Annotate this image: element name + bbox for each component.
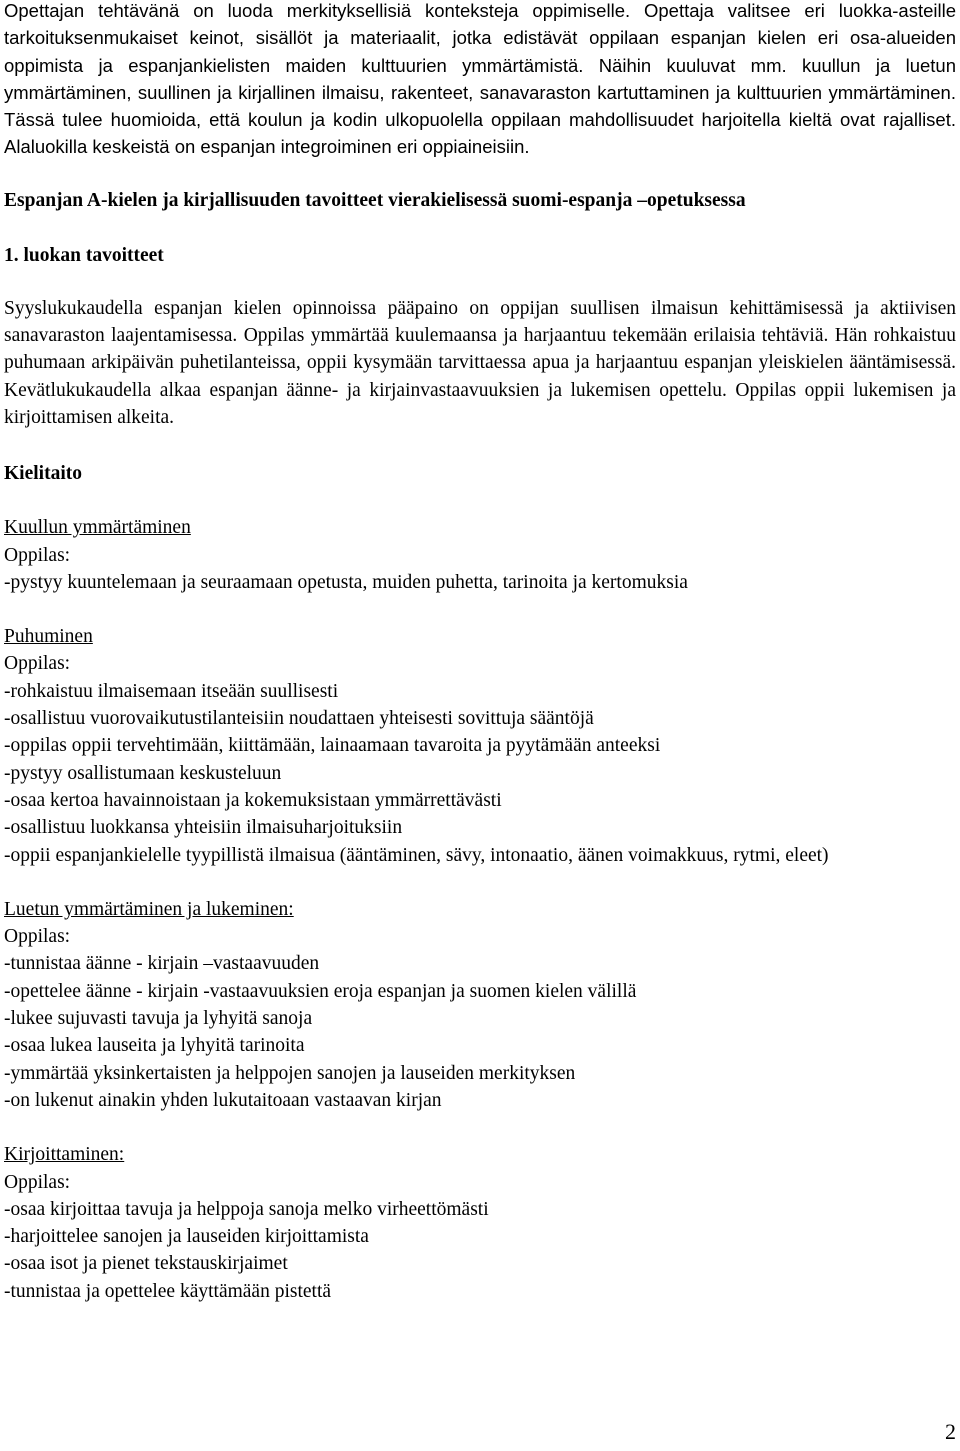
list-item: -tunnistaa äänne - kirjain –vastaavuuden bbox=[4, 953, 320, 975]
section-title: Kirjoittaminen: bbox=[4, 1144, 125, 1166]
section-subject: Oppilas: bbox=[4, 1171, 71, 1193]
list-item: -ymmärtää yksinkertaisten ja helppojen sanojen ja lauseiden merkityksen bbox=[4, 1062, 576, 1084]
intro-paragraph: Opettajan tehtävänä on luoda merkityksellisiä konteksteja oppimiselle. Opettaja valitsee eri luokka-asteille tarkoituksenmukaiset keinot, sisällöt ja materiaalit, jotka edistävät oppilaan espanjan kielen eri osa-alueiden oppimista ja espanjankielisten maiden kulttuurien ymmärtämistä. Näihin kuuluvat mm. kuullun ja luetun ymmärtäminen, suullinen ja kirjallinen ilmaisu, rakenteet, sanavaraston kartuttaminen ja kulttuurien ymmärtäminen. Tässä tulee huomioida, että koulun ja kodin ulkopuolella oppilaan mahdollisuudet harjoitella kieltä ovat rajalliset. Alaluokilla keskeistä on espanjan integroiminen eri oppiaineisiin. bbox=[4, 0, 956, 158]
list-item: -on lukenut ainakin yhden lukutaitoaan vastaavan kirjan bbox=[4, 1089, 442, 1111]
document-page bbox=[4, 0, 956, 1305]
list-item: -oppii espanjankielelle tyypillistä ilmaisua (ääntäminen, sävy, intonaatio, äänen voimakkuus, rytmi, eleet) bbox=[4, 844, 829, 866]
section-title: Luetun ymmärtäminen ja lukeminen: bbox=[4, 898, 294, 920]
list-item: -osaa isot ja pienet tekstauskirjaimet bbox=[4, 1253, 288, 1275]
section-subject: Oppilas: bbox=[4, 926, 71, 948]
section-puhuminen bbox=[4, 623, 956, 869]
section-subject: Oppilas: bbox=[4, 544, 71, 566]
section-subject: Oppilas: bbox=[4, 653, 71, 675]
section-title: Kuullun ymmärtäminen bbox=[4, 517, 191, 539]
grade-heading: 1. luokan tavoitteet bbox=[4, 244, 164, 266]
list-item: -osaa kertoa havainnoistaan ja kokemuksistaan ymmärrettävästi bbox=[4, 789, 502, 811]
grade-paragraph: Syyslukukaudella espanjan kielen opinnoissa pääpaino on oppijan suullisen ilmaisun kehittämisessä ja aktiivisen sanavaraston laajentamisessa. Oppilas ymmärtää kuulemaansa ja harjaantuu tekemään erilaisia tehtäviä. Hän rohkaistuu puhumaan arkipäivän puhetilanteissa, oppii kysymään tarvittaessa apua ja harjaantuu espanjan yleiskielen ääntämisessä. Kevätlukukaudella alkaa espanjan äänne- ja kirjainvastaavuuksien ja lukemisen opettelu. Oppilas oppii lukemisen ja kirjoittamisen alkeita. bbox=[4, 297, 956, 428]
list-item: -osallistuu luokkansa yhteisiin ilmaisuharjoituksiin bbox=[4, 817, 403, 839]
list-item: -osallistuu vuorovaikutustilanteisiin noudattaen yhteisesti sovittuja sääntöjä bbox=[4, 708, 594, 730]
list-item: -osaa kirjoittaa tavuja ja helppoja sanoja melko virheettömästi bbox=[4, 1198, 489, 1220]
section-luetun-ymmartaminen bbox=[4, 896, 956, 1114]
list-item: -pystyy kuuntelemaan ja seuraamaan opetusta, muiden puhetta, tarinoita ja kertomuksia bbox=[4, 571, 688, 593]
list-item: -opettelee äänne - kirjain -vastaavuuksien eroja espanjan ja suomen kielen välillä bbox=[4, 980, 637, 1002]
kielitaito-heading: Kielitaito bbox=[4, 463, 82, 485]
list-item: -pystyy osallistumaan keskusteluun bbox=[4, 762, 282, 784]
list-item: -tunnistaa ja opettelee käyttämään pistettä bbox=[4, 1280, 332, 1302]
main-heading: Espanjan A-kielen ja kirjallisuuden tavoitteet vierakielisessä suomi-espanja –opetuksessa bbox=[4, 189, 746, 211]
section-kirjoittaminen bbox=[4, 1141, 956, 1305]
section-kuullun-ymmartaminen bbox=[4, 514, 956, 596]
list-item: -rohkaistuu ilmaisemaan itseään suullisesti bbox=[4, 680, 339, 702]
list-item: -harjoittelee sanojen ja lauseiden kirjoittamista bbox=[4, 1226, 369, 1248]
page-number: 2 bbox=[945, 1419, 956, 1444]
list-item: -lukee sujuvasti tavuja ja lyhyitä sanoja bbox=[4, 1008, 313, 1030]
list-item: -oppilas oppii tervehtimään, kiittämään, lainaamaan tavaroita ja pyytämään anteeksi bbox=[4, 735, 661, 757]
list-item: -osaa lukea lauseita ja lyhyitä tarinoita bbox=[4, 1035, 305, 1057]
section-title: Puhuminen bbox=[4, 626, 93, 648]
